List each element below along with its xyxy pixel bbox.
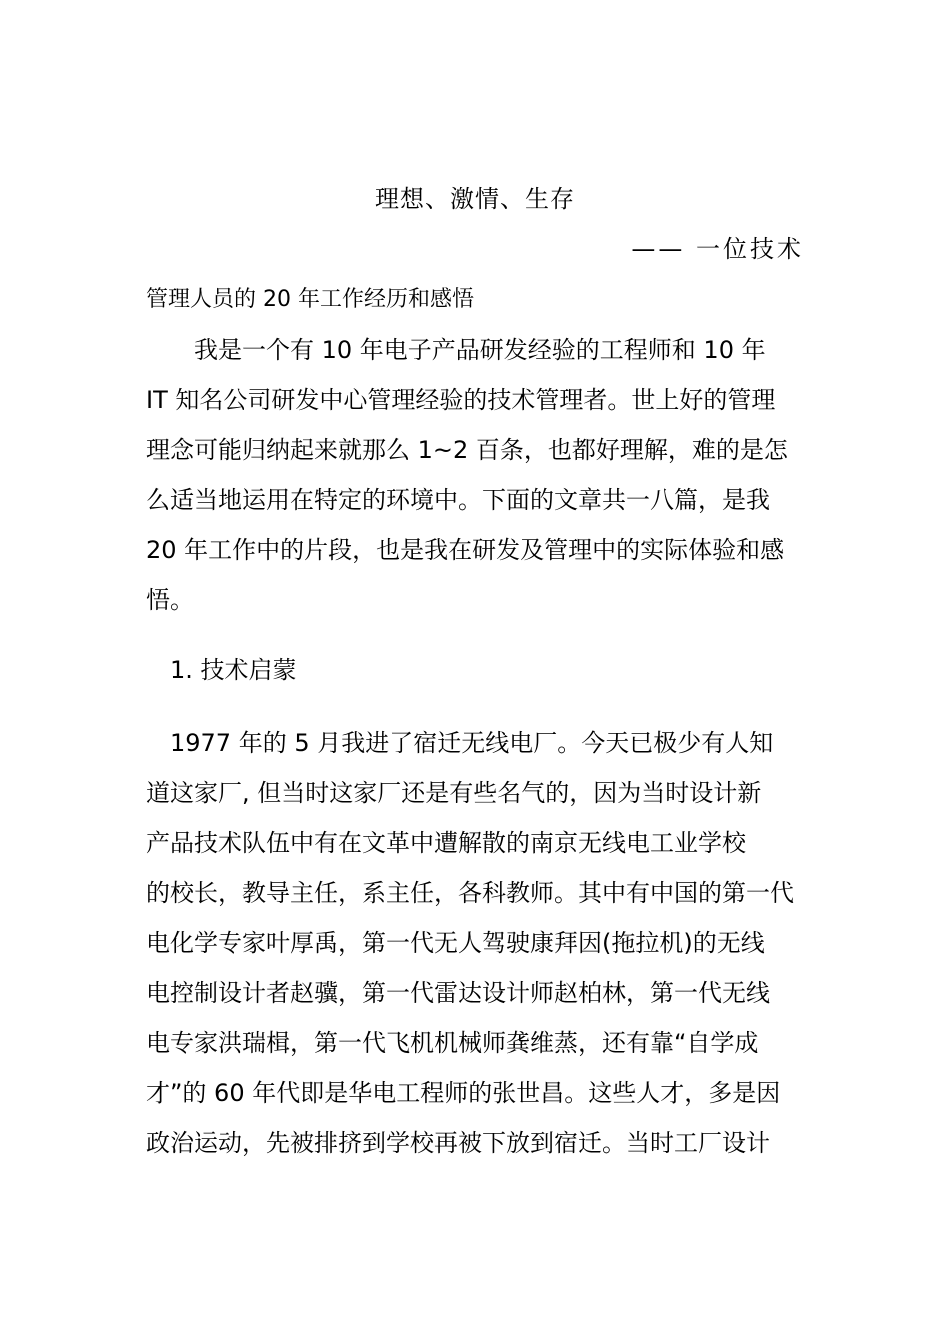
section-line: 才”的 60 年代即是华电工程师的张世昌。这些人才，多是因 xyxy=(146,1079,781,1107)
section-line: 的校长，教导主任，系主任，各科教师。其中有中国的第一代 xyxy=(146,879,794,907)
intro-line: 我是一个有 10 年电子产品研发经验的工程师和 10 年 xyxy=(146,336,766,364)
intro-line: 理念可能归纳起来就那么 1~2 百条，也都好理解，难的是怎 xyxy=(146,436,788,464)
document-title: 理想、激情、生存 xyxy=(375,185,575,213)
section-line: 1977 年的 5 月我进了宿迁无线电厂。今天已极少有人知 xyxy=(146,729,774,757)
document-subtitle: —— 一位技术 xyxy=(631,235,804,263)
intro-paragraph xyxy=(146,325,810,625)
intro-line: 悟。 xyxy=(146,586,194,614)
intro-line: IT 知名公司研发中心管理经验的技术管理者。世上好的管理 xyxy=(146,386,776,414)
section-title: 1. 技术启蒙 xyxy=(170,656,297,684)
section-line: 政治运动，先被排挤到学校再被下放到宿迁。当时工厂设计 xyxy=(146,1129,770,1157)
section-line: 电化学专家叶厚禹，第一代无人驾驶康拜因(拖拉机)的无线 xyxy=(146,929,765,957)
document-subtitle-continuation: 管理人员的 20 年工作经历和感悟 xyxy=(146,287,474,312)
section-line: 道这家厂, 但当时这家厂还是有些名气的，因为当时设计新 xyxy=(146,779,762,807)
section-line: 产品技术队伍中有在文革中遭解散的南京无线电工业学校 xyxy=(146,829,746,857)
intro-line: 么适当地运用在特定的环境中。下面的文章共一八篇，是我 xyxy=(146,486,770,514)
section-paragraph xyxy=(146,718,810,1168)
section-line: 电专家洪瑞楫，第一代飞机机械师龚维蒸，还有靠“自学成 xyxy=(146,1029,759,1057)
intro-line: 20 年工作中的片段，也是我在研发及管理中的实际体验和感 xyxy=(146,536,785,564)
section-line: 电控制设计者赵骥，第一代雷达设计师赵柏林，第一代无线 xyxy=(146,979,770,1007)
